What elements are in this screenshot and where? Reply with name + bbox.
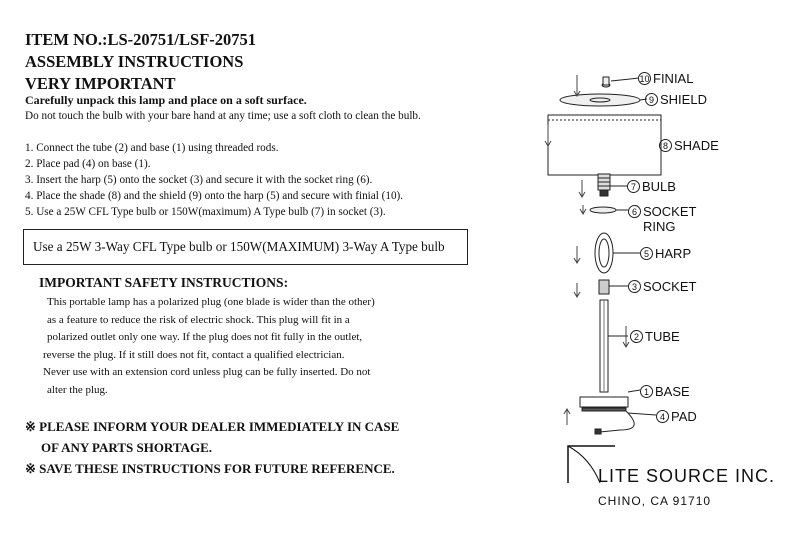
part-name: RING [643, 219, 676, 234]
safety-line: polarized outlet only one way. If the plug does not fit fully in the outlet, [47, 331, 363, 343]
tube-illustration [600, 300, 628, 392]
assembly-step: 1. Connect the tube (2) and base (1) using threaded rods. [25, 142, 279, 154]
safety-line: alter the plug. [47, 383, 108, 396]
part-label-harp [640, 246, 691, 261]
bulb-notice-box: Use a 25W 3-Way CFL Type bulb or 150W(MAXIMUM) 3-Way A Type bulb [23, 229, 468, 265]
part-number: 3 [628, 280, 641, 293]
part-label-socket-ring-line2 [643, 219, 676, 234]
part-label-shade [659, 138, 719, 153]
safety-line: reverse the plug. If it still does not fit, contact a qualified electrician. [43, 348, 345, 361]
assembly-title: ASSEMBLY INSTRUCTIONS [25, 52, 244, 71]
safety-line: This portable lamp has a polarized plug (one blade is wider than the other) [47, 296, 375, 308]
part-number: 5 [640, 247, 653, 260]
part-label-base [640, 384, 690, 399]
harp-illustration [595, 233, 640, 273]
part-name: TUBE [645, 329, 680, 344]
base-illustration [580, 390, 640, 407]
finial-illustration [602, 77, 639, 87]
part-name: BASE [655, 384, 690, 399]
bulb-handling-note: Do not touch the bulb with your bare hand at any time; use a soft cloth to clean the bulb. [25, 110, 421, 122]
part-label-pad [656, 409, 697, 424]
part-name: SOCKET [643, 279, 697, 294]
part-name: BULB [642, 179, 676, 194]
pad-illustration [582, 408, 656, 434]
parts-shortage-notice: ※ PLEASE INFORM YOUR DEALER IMMEDIATELY IN CASE [25, 419, 400, 434]
part-number: 7 [627, 180, 640, 193]
part-name: FINIAL [653, 71, 694, 86]
part-number: 8 [659, 139, 672, 152]
shade-illustration [548, 115, 661, 175]
bulb-illustration [598, 174, 627, 196]
part-number: 4 [656, 410, 669, 423]
part-name: SHADE [674, 138, 719, 153]
part-number: 9 [645, 93, 658, 106]
safety-title: IMPORTANT SAFETY INSTRUCTIONS: [39, 275, 289, 290]
unpack-instruction: Carefully unpack this lamp and place on a soft surface. [25, 93, 307, 107]
socket-illustration [599, 280, 628, 294]
assembly-step: 2. Place pad (4) on base (1). [25, 158, 151, 170]
item-number-title: ITEM NO.:LS-20751/LSF-20751 [25, 30, 257, 49]
part-label-bulb [627, 179, 676, 194]
part-name: PAD [671, 409, 697, 424]
part-label-shield [645, 92, 707, 107]
part-label-finial [638, 71, 693, 86]
socket-ring-illustration [590, 207, 628, 213]
part-label-socket-ring [628, 204, 696, 219]
company-name: LITE SOURCE INC. [598, 466, 776, 486]
part-name: SHIELD [660, 92, 707, 107]
assembly-step: 4. Place the shade (8) and the shield (9) onto the harp (5) and secure with finial (10). [25, 190, 404, 202]
part-number: 2 [630, 330, 643, 343]
parts-shortage-notice-cont: OF ANY PARTS SHORTAGE. [41, 440, 212, 455]
assembly-step: 3. Insert the harp (5) onto the socket (3) and secure it with the socket ring (6). [25, 174, 373, 186]
part-name: SOCKET [643, 204, 697, 219]
part-label-socket [628, 279, 696, 294]
very-important-title: VERY IMPORTANT [25, 74, 176, 93]
company-location: CHINO, CA 91710 [598, 494, 712, 508]
part-number: 1 [640, 385, 653, 398]
part-number: 10 [639, 73, 650, 84]
part-name: HARP [655, 246, 692, 261]
part-number: 6 [628, 205, 641, 218]
save-instructions-notice: ※ SAVE THESE INSTRUCTIONS FOR FUTURE REFERENCE. [25, 461, 395, 476]
part-label-tube [630, 329, 680, 344]
safety-line: as a feature to reduce the risk of electric shock. This plug will fit in a [47, 313, 350, 326]
safety-line: Never use with an extension cord unless plug can be fully inserted. Do not [43, 366, 371, 378]
assembly-step: 5. Use a 25W CFL Type bulb or 150W(maximum) A Type bulb (7) in socket (3). [25, 206, 386, 218]
shield-illustration [560, 94, 647, 106]
